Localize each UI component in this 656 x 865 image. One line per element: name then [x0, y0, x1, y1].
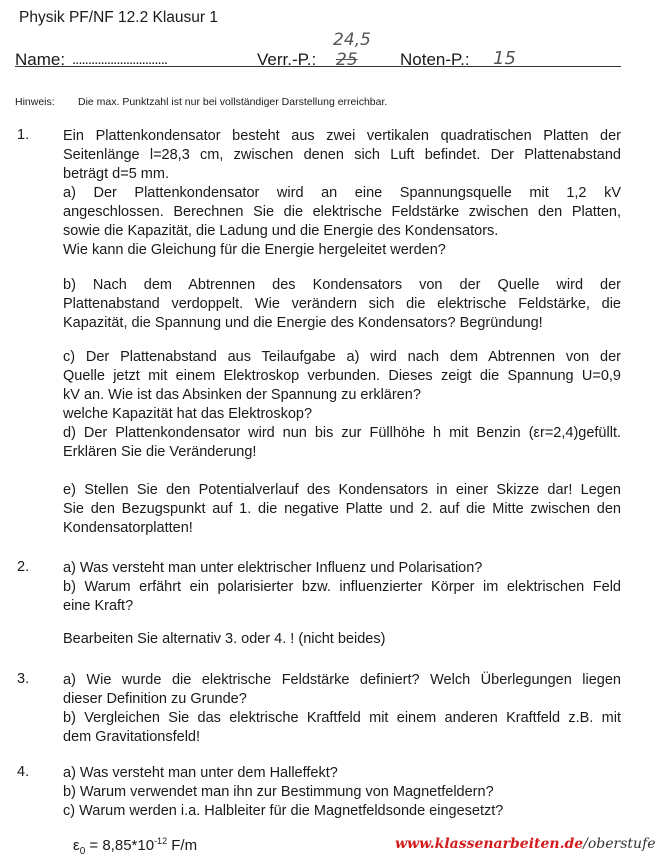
text-line: e) Stellen Sie den Potentialverlauf des Kondensators in einer Skizze dar! Legen	[63, 482, 621, 498]
verr-points-total-handwritten: 25	[336, 50, 358, 70]
text-line: Bearbeiten Sie alternativ 3. oder 4. ! (nicht beides)	[63, 631, 386, 647]
task-1e-text	[63, 481, 621, 538]
text-line: b) Vergleichen Sie das elektrische Kraftfeld mit einem anderen Kraftfeld z.B. mit	[63, 710, 621, 726]
task-4-number: 4.	[17, 764, 30, 780]
hint-label: Hinweis:	[15, 96, 55, 108]
task-2-number: 2.	[17, 559, 30, 575]
epsilon-subscript: 0	[79, 846, 86, 857]
header-underline	[15, 66, 621, 67]
text-line: Ein Plattenkondensator besteht aus zwei vertikalen quadratischen Platten der	[63, 128, 621, 144]
alternative-note	[63, 630, 621, 649]
text-line: Wie kann die Gleichung für die Energie hergeleitet werden?	[63, 242, 446, 258]
text-line: a) Der Plattenkondensator wird an eine Spannungsquelle mit 1,2 kV	[63, 185, 621, 201]
task-2-text	[63, 559, 621, 616]
grade-points-label: Noten-P.:	[400, 50, 470, 69]
watermark-site: www.klassenarbeiten.de	[395, 836, 584, 852]
text-line: b) Nach dem Abtrennen des Kondensators von der Quelle wird der	[63, 277, 621, 293]
task-1cd-text	[63, 348, 621, 462]
text-line: dieser Definition zu Grunde?	[63, 691, 247, 707]
text-line: beträgt d=5 mm.	[63, 166, 169, 182]
text-line: Sie den Bezugspunkt auf 1. die negative Platte und 2. auf die Mitte zwischen den	[63, 501, 621, 517]
text-line: b) Warum verwendet man ihn zur Bestimmung von Magnetfeldern?	[63, 784, 494, 800]
epsilon-symbol: ε	[73, 837, 80, 854]
text-line: eine Kraft?	[63, 598, 134, 614]
text-line: a) Was versteht man unter dem Halleffekt?	[63, 765, 338, 781]
text-line: dem Gravitationsfeld!	[63, 729, 201, 745]
text-line: Erklären Sie die Veränderung!	[63, 444, 257, 460]
text-line: d) Der Plattenkondensator wird nun bis zur Füllhöhe h mit Benzin (εr=2,4)gefüllt.	[63, 425, 621, 441]
source-watermark	[395, 836, 656, 852]
verr-points-label: Verr.-P.:	[257, 50, 317, 69]
task-1-text	[63, 127, 621, 260]
text-line: angeschlossen. Berechnen Sie die elektrische Feldstärke zwischen den Platten,	[63, 204, 621, 220]
text-line: welche Kapazität hat das Elektroskop?	[63, 406, 313, 422]
text-line: Plattenabstand verdoppelt. Wie verändern sich die elektrische Feldstärke, die	[63, 296, 621, 312]
text-line: Quelle jetzt mit einem Elektroskop verbunden. Dieses zeigt die Spannung U=0,9	[63, 368, 621, 384]
epsilon-unit: F/m	[167, 837, 198, 854]
text-line: a) Was versteht man unter elektrischer Influenz und Polarisation?	[63, 560, 483, 576]
epsilon-value: = 8,85*10	[85, 837, 155, 854]
text-line: c) Warum werden i.a. Halbleiter für die Magnetfeldsonde eingesetzt?	[63, 803, 504, 819]
epsilon-exponent: -12	[154, 836, 168, 846]
text-line: b) Warum erfährt ein polarisierter bzw. influenzierter Körper im elektrischen Feld	[63, 579, 621, 595]
exam-title: Physik PF/NF 12.2 Klausur 1	[19, 9, 218, 26]
text-line: c) Der Plattenabstand aus Teilaufgabe a) wird nach dem Abtrennen von der	[63, 349, 621, 365]
text-line: Seitenlänge l=28,3 cm, zwischen denen sich Luft befindet. Der Plattenabstand	[63, 147, 621, 163]
task-3-text	[63, 671, 621, 747]
task-1-number: 1.	[17, 127, 30, 143]
name-label: Name:	[15, 50, 66, 69]
task-3-number: 3.	[17, 671, 30, 687]
hint-text: Die max. Punktzahl ist nur bei vollständiger Darstellung erreichbar.	[78, 96, 388, 108]
text-line: Kapazität, die Spannung und die Energie des Kondensators? Begründung!	[63, 315, 543, 331]
epsilon-constant	[73, 836, 197, 857]
task-4-text	[63, 764, 621, 821]
task-1b-text	[63, 276, 621, 333]
name-field-dots: ..............................	[72, 51, 168, 68]
text-line: sowie die Kapazität, die Ladung und die Energie des Kondensators.	[63, 223, 499, 239]
text-line: a) Wie wurde die elektrische Feldstärke definiert? Welch Überlegungen liegen	[63, 672, 621, 688]
verr-points-handwritten: 24,5	[333, 30, 371, 50]
watermark-suffix: /oberstufe	[583, 836, 656, 852]
text-line: Kondensatorplatten!	[63, 520, 193, 536]
text-line: kV an. Wie ist das Absinken der Spannung zu erklären?	[63, 387, 421, 403]
grade-points-handwritten: 15	[493, 48, 516, 69]
